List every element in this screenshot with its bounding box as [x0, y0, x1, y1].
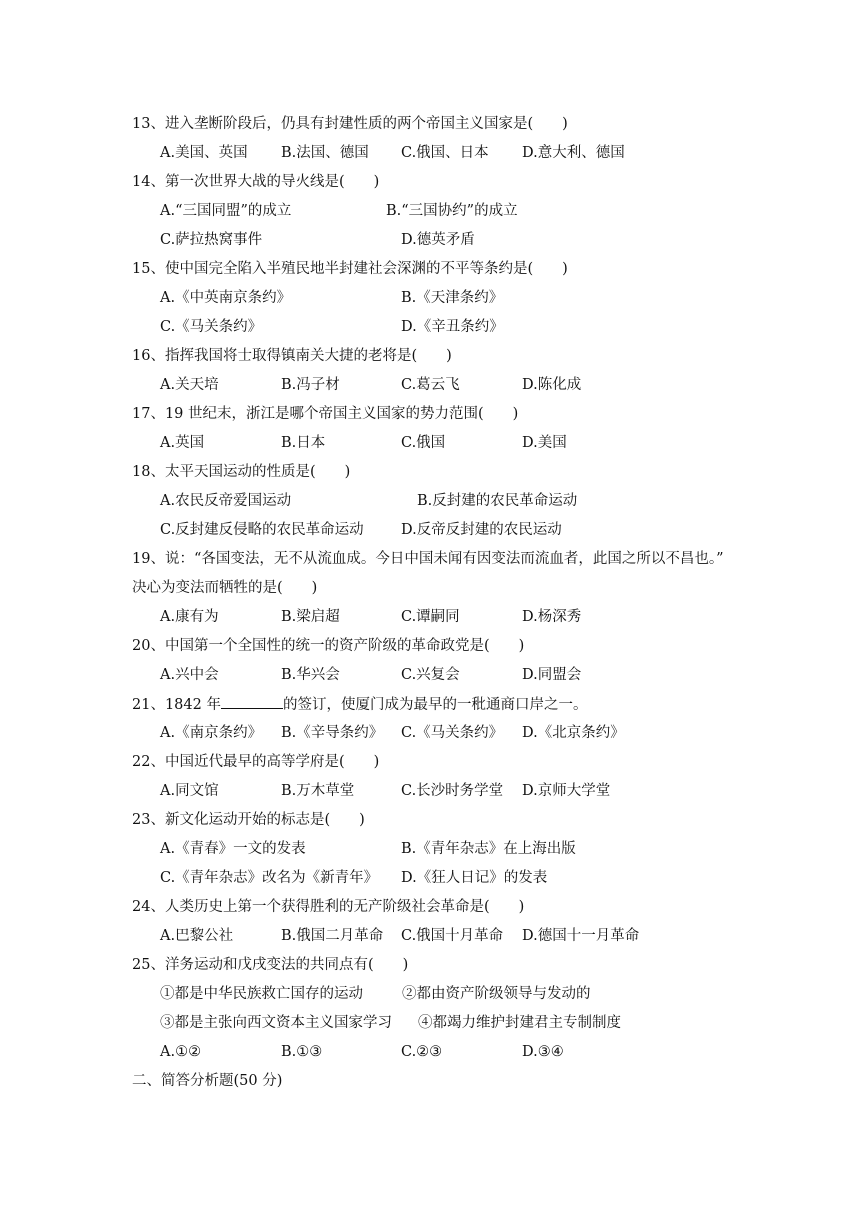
q15-option-c: C.《马关条约》 — [160, 319, 263, 335]
q16-option-d: D.陈化成 — [522, 377, 582, 393]
q23-option-c: C.《青年杂志》改名为《新青年》 — [160, 870, 379, 886]
q16-option-a: A.关天培 — [160, 377, 219, 393]
q24-option-d: D.德国十一月革命 — [522, 928, 640, 944]
q22-option-a: A.同文馆 — [160, 783, 219, 799]
q19-option-b: B.梁启超 — [281, 609, 340, 625]
q20-option-b: B.华兴会 — [281, 667, 340, 683]
question-13-stem: 13、进入垄断阶段后，仍具有封建性质的两个帝国主义国家是( ) — [132, 116, 568, 132]
q18-option-c: C.反封建反侵略的农民革命运动 — [160, 522, 364, 538]
q18-option-d: D.反帝反封建的农民运动 — [401, 522, 562, 538]
q13-option-b: B.法国、德国 — [281, 145, 369, 161]
q13-option-a: A.美国、英国 — [160, 145, 248, 161]
q19-option-c: C.谭嗣同 — [401, 609, 460, 625]
q21-stem-start: 21、1842 年 — [132, 697, 221, 713]
q15-option-d: D.《辛丑条约》 — [401, 319, 504, 335]
question-17-stem: 17、19 世纪末，浙江是哪个帝国主义国家的势力范围( ) — [132, 406, 519, 422]
question-22-stem: 22、中国近代最早的高等学府是( ) — [132, 754, 380, 770]
q14-option-d: D.德英矛盾 — [401, 232, 475, 248]
q17-option-c: C.俄国 — [401, 435, 446, 451]
question-19-stem: 19、说：“各国变法，无不从流血成。今日中国未闻有因变法而流血者，此国之所以不昌也。” — [132, 551, 724, 567]
question-25-stem: 25、洋务运动和戊戌变法的共同点有( ) — [132, 957, 409, 973]
q24-option-a: A.巴黎公社 — [160, 928, 234, 944]
q25-option-d: D.③④ — [522, 1044, 564, 1060]
q16-option-b: B.冯子材 — [281, 377, 340, 393]
q17-option-b: B.日本 — [281, 435, 326, 451]
q22-option-d: D.京师大学堂 — [522, 783, 611, 799]
q25-item-4: ④都竭力维护封建君主专制制度 — [418, 1015, 621, 1031]
question-19-stem-continued: 决心为变法而牺牲的是( ) — [132, 580, 318, 596]
q15-option-a: A.《中英南京条约》 — [160, 290, 292, 306]
q23-option-b: B.《青年杂志》在上海出版 — [401, 841, 576, 857]
q25-option-a: A.①② — [160, 1044, 202, 1060]
q23-option-d: D.《狂人日记》的发表 — [401, 870, 548, 886]
section-title: 二、简答分析题(50 分) — [132, 1073, 283, 1089]
q24-option-c: C.俄国十月革命 — [401, 928, 504, 944]
q21-option-b: B.《辛导条约》 — [281, 725, 384, 741]
question-21-stem — [132, 694, 587, 715]
q18-option-b: B.反封建的农民革命运动 — [417, 493, 578, 509]
q21-stem-end: 的签订，使厦门成为最早的一秕通商口岸之一。 — [282, 697, 588, 713]
q13-option-d: D.意大利、德国 — [522, 145, 625, 161]
question-15-stem: 15、使中国完全陷入半殖民地半封建社会深渊的不平等条约是( ) — [132, 261, 568, 277]
q21-option-c: C.《马关条约》 — [401, 725, 504, 741]
question-24-stem: 24、人类历史上第一个获得胜利的无产阶级社会革命是( ) — [132, 899, 525, 915]
q19-option-d: D.杨深秀 — [522, 609, 582, 625]
q20-option-d: D.同盟会 — [522, 667, 582, 683]
q25-option-b: B.①③ — [281, 1044, 323, 1060]
question-20-stem: 20、中国第一个全国性的统一的资产阶级的革命政党是( ) — [132, 638, 525, 654]
q18-option-a: A.农民反帝爱国运动 — [160, 493, 292, 509]
question-16-stem: 16、指挥我国将士取得镇南关大捷的老将是( ) — [132, 348, 452, 364]
q25-option-c: C.②③ — [401, 1044, 443, 1060]
question-23-stem: 23、新文化运动开始的标志是( ) — [132, 812, 365, 828]
q14-option-a: A.“三国同盟”的成立 — [160, 203, 292, 219]
q13-option-c: C.俄国、日本 — [401, 145, 489, 161]
q24-option-b: B.俄国二月革命 — [281, 928, 384, 944]
q20-option-a: A.兴中会 — [160, 667, 219, 683]
q21-option-a: A.《南京条约》 — [160, 725, 263, 741]
q19-option-a: A.康有为 — [160, 609, 219, 625]
q20-option-c: C.兴复会 — [401, 667, 460, 683]
q14-option-b: B.“三国协约”的成立 — [386, 203, 518, 219]
q23-option-a: A.《青春》一文的发表 — [160, 841, 306, 857]
q21-option-d: D.《北京条约》 — [522, 725, 625, 741]
question-14-stem: 14、第一次世界大战的导火线是( ) — [132, 174, 380, 190]
q25-item-2: ②都由资产阶级领导与发动的 — [402, 986, 591, 1002]
q25-item-1: ①都是中华民族救亡国存的运动 — [160, 986, 363, 1002]
q14-option-c: C.萨拉热窝事件 — [160, 232, 263, 248]
q17-option-a: A.英国 — [160, 435, 205, 451]
question-18-stem: 18、太平天国运动的性质是( ) — [132, 464, 351, 480]
q25-item-3: ③都是主张向西文资本主义国家学习 — [160, 1015, 392, 1031]
q22-option-c: C.长沙时务学堂 — [401, 783, 504, 799]
q17-option-d: D.美国 — [522, 435, 567, 451]
q15-option-b: B.《天津条约》 — [401, 290, 504, 306]
q16-option-c: C.葛云飞 — [401, 377, 460, 393]
q22-option-b: B.万木草堂 — [281, 783, 355, 799]
fill-in-blank — [221, 694, 283, 709]
